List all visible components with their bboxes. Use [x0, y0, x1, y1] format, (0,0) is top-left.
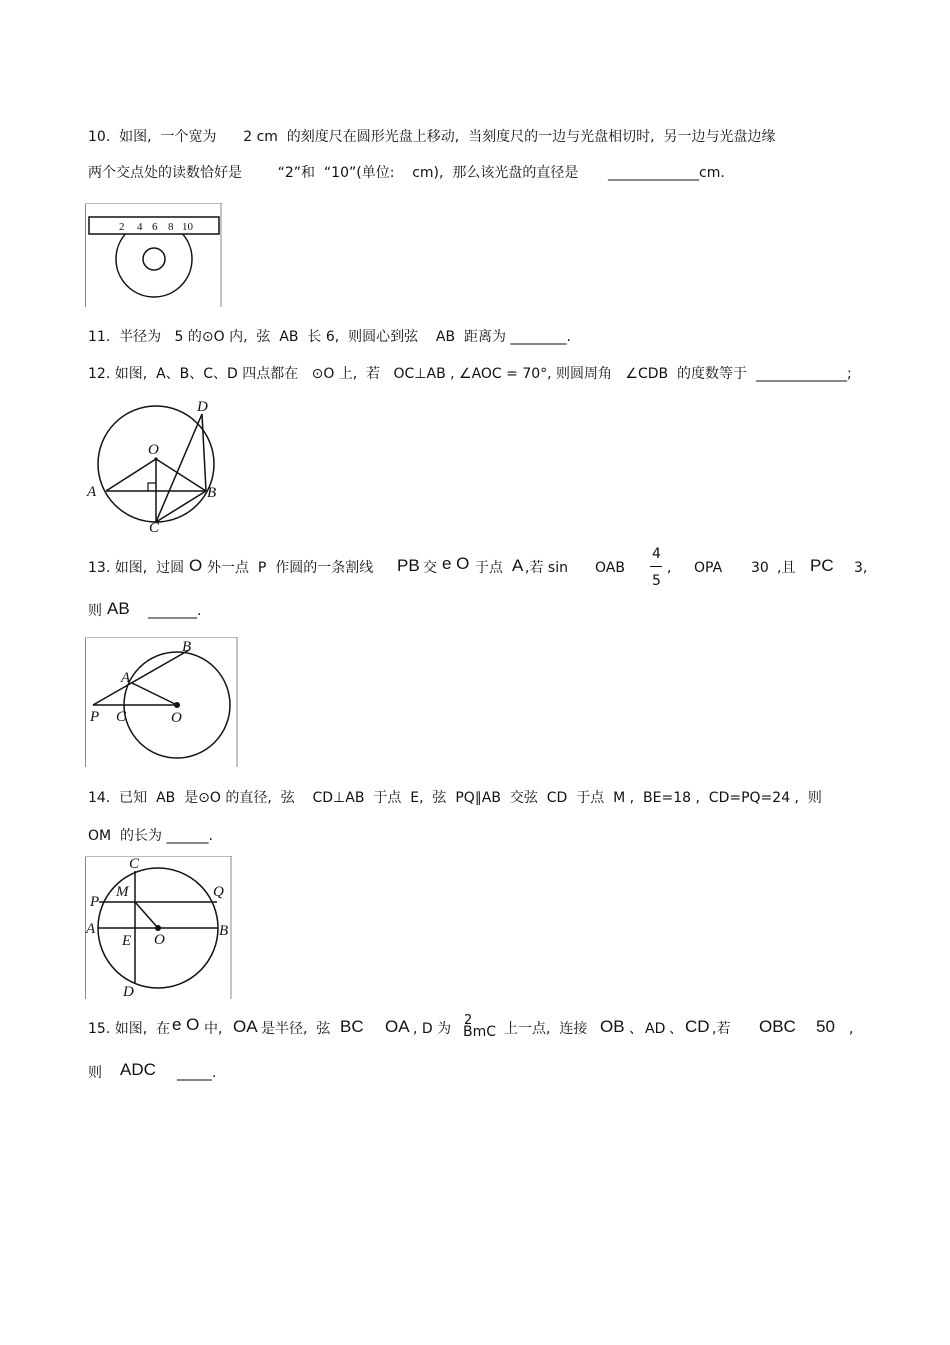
label-d: D	[197, 399, 208, 415]
q13-circle-o: O	[189, 556, 203, 575]
label-m: M	[116, 884, 129, 900]
label-d: D	[123, 984, 134, 999]
label-b: B	[219, 923, 229, 939]
q13-prefix: 13. 如图, 过圆	[88, 560, 185, 576]
q13-oab: OAB	[595, 560, 625, 576]
q10-figure	[85, 203, 222, 307]
q13-eo: e O	[442, 554, 470, 573]
q15-ad: AD	[645, 1021, 666, 1037]
q13-comma: ,	[667, 560, 672, 576]
q13-qie: ,且	[777, 560, 796, 576]
ruler-tick-2: 2	[119, 221, 125, 233]
label-o: O	[154, 932, 165, 948]
q12-line: 12. 如图, A、B、C、D 四点都在 ⊙O 上, 若 OC⊥AB , ∠AOC = 70°, 则圆周角 ∠CDB 的度数等于	[88, 366, 748, 382]
q13-three: 3,	[854, 560, 868, 576]
q13-ab: AB	[107, 599, 130, 618]
q13-frac-den: 5	[652, 573, 661, 589]
q15-adc: ADC	[120, 1060, 156, 1079]
q15-ruo: ,若	[712, 1021, 731, 1037]
q13-yudian: 于点	[475, 560, 503, 576]
label-c: C	[149, 520, 160, 536]
q15-sep2: 、	[669, 1021, 683, 1037]
q15-dwei: , D 为	[413, 1021, 452, 1037]
q15-obc: OBC	[759, 1017, 796, 1036]
label-q: Q	[213, 884, 224, 900]
label-b: B	[207, 485, 217, 501]
q13-figure	[85, 637, 238, 767]
label-e: E	[122, 933, 132, 949]
q15-sep1: 、	[629, 1021, 643, 1037]
q13-frac-num: 4	[652, 546, 661, 562]
q13-pc: PC	[810, 556, 834, 575]
q11-line: 11. 半径为 5 的⊙O 内, 弦 AB 长 6, 则圆心到弦 AB 距离为 ________.	[88, 329, 571, 345]
q13-ruo-sin: ,若 sin	[525, 560, 568, 576]
q15-cd: CD	[685, 1017, 710, 1036]
label-a: A	[86, 921, 96, 937]
q10-answer-blank: _____________cm.	[608, 165, 725, 181]
q15-ob: OB	[600, 1017, 625, 1036]
q15-rest: 上一点, 连接	[504, 1021, 588, 1037]
label-o: O	[148, 442, 159, 458]
q12-answer-blank: _____________;	[756, 366, 852, 382]
label-p: P	[90, 709, 100, 725]
label-b: B	[182, 639, 192, 655]
q13-fraction-bar	[650, 566, 662, 567]
q13-jiao: 交	[423, 560, 437, 576]
q15-answer-blank: _____.	[177, 1065, 217, 1081]
q13-text-mid: 外一点 P 作圆的一条割线	[207, 560, 374, 576]
q15-shi: 是半径, 弦	[261, 1021, 331, 1037]
q13-pb: PB	[397, 556, 420, 575]
q15-arc: BmC	[463, 1024, 497, 1040]
q15-comma: ,	[849, 1021, 854, 1037]
q15-fifty: 50	[816, 1017, 835, 1036]
label-a: A	[121, 670, 131, 686]
q14-line2: OM 的长为 ______.	[88, 828, 213, 844]
q15-eo: e O	[172, 1015, 200, 1034]
q14-figure	[85, 856, 232, 999]
q15-prefix: 15. 如图, 在	[88, 1021, 171, 1037]
ruler-tick-4: 4	[137, 221, 143, 233]
label-a: A	[87, 484, 97, 500]
q13-answer-blank: _______.	[148, 603, 202, 619]
q10-line2: 两个交点处的读数恰好是 “2”和 “10”(单位: cm), 那么该光盘的直径是	[88, 165, 579, 181]
q14-line1: 14. 已知 AB 是⊙O 的直径, 弦 CD⊥AB 于点 E, 弦 PQ∥AB 交弦 CD 于点 M , BE=18 , CD=PQ=24 , 则	[88, 790, 822, 806]
q15-bc: BC	[340, 1017, 364, 1036]
label-p: P	[90, 894, 100, 910]
q15-oa2: OA	[385, 1017, 410, 1036]
label-o: O	[171, 710, 182, 726]
label-c: C	[116, 709, 127, 725]
q12-figure	[80, 395, 230, 537]
label-c: C	[129, 856, 140, 872]
q13-ze: 则	[88, 603, 102, 619]
q15-oa: OA	[233, 1017, 258, 1036]
ruler-tick-10: 10	[182, 221, 193, 233]
q15-ze: 则	[88, 1065, 102, 1081]
ruler-tick-8: 8	[168, 221, 174, 233]
q13-a: A	[512, 556, 524, 575]
q15-zhong: 中,	[204, 1021, 223, 1037]
q15-arc-mark: 2	[464, 1013, 473, 1028]
q10-line1: 10. 如图, 一个宽为 2 cm 的刻度尺在圆形光盘上移动, 当刻度尺的一边与光盘相切时, 另一边与光盘边缘	[88, 129, 776, 145]
q13-thirty: 30	[751, 560, 769, 576]
ruler-tick-6: 6	[152, 221, 158, 233]
q13-opa: OPA	[694, 560, 723, 576]
